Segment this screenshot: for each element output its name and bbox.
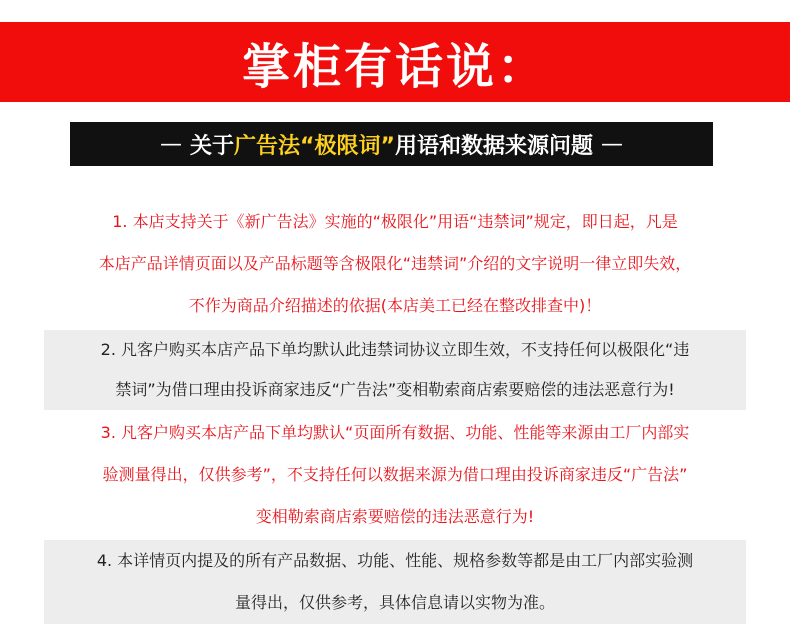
left-dash: — xyxy=(160,131,183,157)
notice-line: 4. 本详情页内提及的所有产品数据、功能、性能、规格参数等都是由工厂内部实验测 xyxy=(96,551,694,570)
page-title: 掌柜有话说： xyxy=(241,38,548,95)
notice-line: 量得出，仅供参考，具体信息请以实物为准。 xyxy=(234,593,555,612)
notice-2 xyxy=(44,330,746,410)
notice-line: 3. 凡客户购买本店产品下单均默认“页面所有数据、功能、性能等来源由工厂内部实 xyxy=(100,423,690,442)
notice-line: 禁词”为借口理由投诉商家违反“广告法”变相勒索商店索要赔偿的违法恶意行为! xyxy=(115,380,675,399)
notice-line: 验测量得出，仅供参考”，不支持任何以数据来源为借口理由投诉商家违反“广告法” xyxy=(102,465,688,484)
notice-line: 2. 凡客户购买本店产品下单均默认此违禁词协议立即生效，不支持任何以极限化“违 xyxy=(100,340,690,359)
right-dash: — xyxy=(600,131,623,157)
notice-3 xyxy=(44,412,746,538)
subheading-prefix: 关于 xyxy=(190,133,235,159)
notice-4 xyxy=(44,540,746,624)
header-banner xyxy=(0,22,790,102)
notice-1 xyxy=(44,201,746,327)
notice-line: 变相勒索商店索要赔偿的违法恶意行为! xyxy=(255,507,535,526)
notice-line: 本店产品详情页面以及产品标题等含极限化“违禁词”介绍的文字说明一律立即失效， xyxy=(98,254,692,273)
subheading-suffix: 用语和数据来源问题 xyxy=(394,133,593,159)
subheading-highlight: 广告法“极限词” xyxy=(234,133,395,159)
subheading-bar xyxy=(70,122,713,166)
notice-line: 1. 本店支持关于《新广告法》实施的“极限化”用语“违禁词”规定，即日起，凡是 xyxy=(112,212,678,231)
notice-line: 不作为商品介绍描述的依据(本店美工已经在整改排查中)！ xyxy=(188,296,602,315)
